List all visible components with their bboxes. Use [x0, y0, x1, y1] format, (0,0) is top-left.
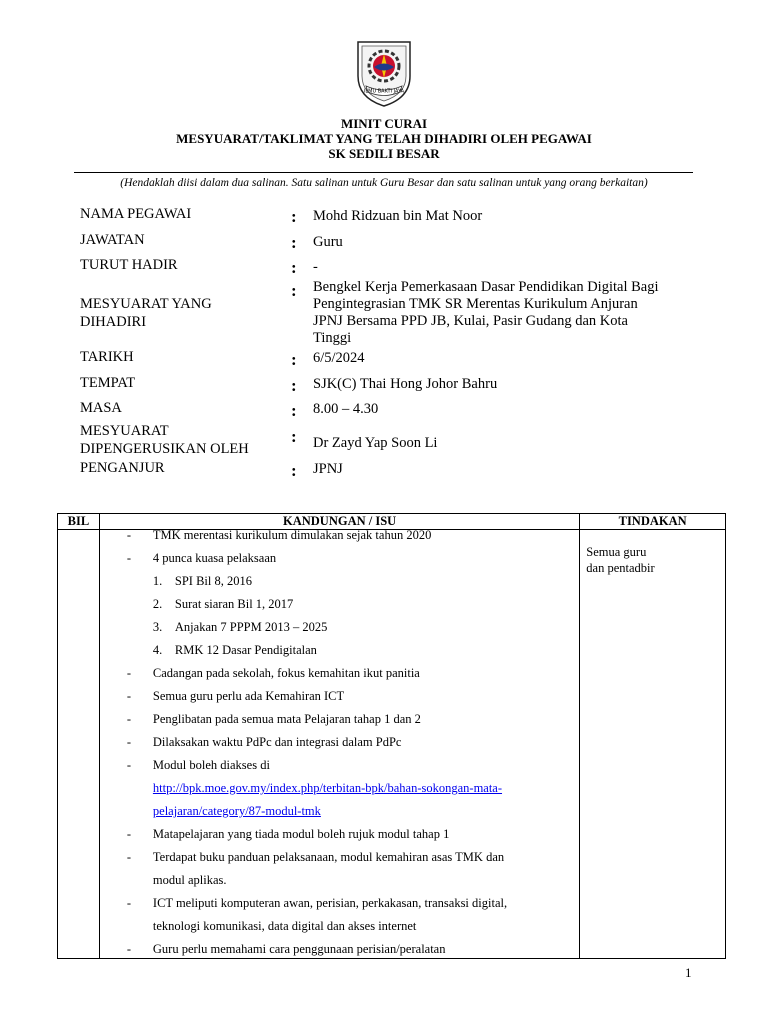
info-label: NAMA PEGAWAI	[80, 206, 192, 222]
tindakan-line: Semua guru	[586, 545, 647, 559]
bullet-dash: -	[126, 551, 132, 565]
bullet-dash: -	[126, 735, 132, 749]
info-value-tarikh: 6/5/2024	[313, 350, 365, 366]
minutes-table	[57, 513, 726, 959]
item-text: ICT meliputi komputeran awan, perisian, perkakasan, transaksi digital,	[152, 896, 508, 910]
item-text: RMK 12 Dasar Pendigitalan	[174, 643, 317, 657]
info-value-masa: 8.00 – 4.30	[313, 401, 379, 417]
item-text: Terdapat buku panduan pelaksanaan, modul kemahiran asas TMK dan	[152, 850, 505, 864]
info-colon: :	[291, 207, 297, 226]
item-text: Penglibatan pada semua mata Pelajaran tahap 1 dan 2	[152, 712, 421, 726]
column-header-bil: BIL	[58, 514, 100, 530]
info-value-tempat: SJK(C) Thai Hong Johor Bahru	[313, 376, 498, 392]
column-header-tindakan: TINDAKAN	[580, 514, 726, 530]
item-text: Matapelajaran yang tiada modul boleh rujuk modul tahap 1	[152, 827, 450, 841]
document-subtitle: MESYUARAT/TAKLIMAT YANG TELAH DIHADIRI OLEH PEGAWAI	[176, 131, 592, 146]
item-number: 3.	[152, 620, 163, 634]
tindakan-cell	[580, 530, 726, 959]
school-name: SK SEDILI BESAR	[328, 146, 440, 161]
bullet-dash: -	[126, 896, 132, 910]
item-text: modul aplikas.	[152, 873, 227, 887]
info-label: TURUT HADIR	[80, 257, 178, 273]
info-value-mesyuarat: Tinggi	[313, 330, 352, 346]
school-crest-icon	[354, 36, 414, 108]
item-text: Semua guru perlu ada Kemahiran ICT	[152, 689, 345, 703]
item-number: 1.	[152, 574, 163, 588]
info-value-penganjur: JPNJ	[313, 461, 343, 477]
tindakan-line: dan pentadbir	[586, 561, 655, 575]
bil-cell	[58, 530, 100, 959]
info-label: DIPENGERUSIKAN OLEH	[80, 441, 249, 457]
column-header-kandungan: KANDUNGAN / ISU	[99, 514, 579, 530]
module-link-text[interactable]: pelajaran/category/87-modul-tmk	[152, 804, 321, 818]
document-title: MINIT CURAI	[340, 116, 428, 131]
item-text: SPI Bil 8, 2016	[174, 574, 253, 588]
bullet-dash: -	[126, 666, 132, 680]
item-text: teknologi komunikasi, data digital dan akses internet	[152, 919, 417, 933]
info-colon: :	[291, 376, 297, 395]
instruction-note: (Hendaklah diisi dalam dua salinan. Satu salinan untuk Guru Besar dan satu salinan untuk yang orang berkaitan)	[120, 177, 648, 189]
info-value-nama: Mohd Ridzuan bin Mat Noor	[313, 208, 483, 224]
info-label: MESYUARAT	[80, 423, 169, 439]
info-value-jawatan: Guru	[313, 234, 343, 250]
item-text: Cadangan pada sekolah, fokus kemahitan ikut panitia	[152, 666, 420, 680]
info-value-mesyuarat: JPNJ Bersama PPD JB, Kulai, Pasir Gudang dan Kota	[313, 313, 628, 329]
item-text: Modul boleh diakses di	[152, 758, 270, 772]
info-colon: :	[291, 427, 297, 446]
info-colon: :	[291, 258, 297, 277]
info-value-mesyuarat: Bengkel Kerja Pemerkasaan Dasar Pendidikan Digital Bagi	[313, 279, 659, 295]
header-divider	[74, 172, 693, 173]
bullet-dash: -	[126, 712, 132, 726]
kandungan-cell	[99, 530, 579, 959]
item-number: 4.	[152, 643, 163, 657]
info-label: JAWATAN	[80, 232, 145, 248]
info-colon: :	[291, 401, 297, 420]
info-label: TARIKH	[80, 349, 134, 365]
item-text: Guru perlu memahami cara penggunaan perisian/peralatan	[152, 942, 446, 956]
info-value-turut-hadir: -	[313, 259, 318, 275]
bullet-dash: -	[126, 850, 132, 864]
item-text: TMK merentasi kurikulum dimulakan sejak tahun 2020	[152, 528, 432, 542]
info-colon: :	[291, 461, 297, 480]
info-value-mesyuarat: Pengintegrasian TMK SR Merentas Kurikulum Anjuran	[313, 296, 638, 312]
info-label: MASA	[80, 400, 122, 416]
info-colon: :	[291, 233, 297, 252]
bullet-dash: -	[126, 528, 132, 542]
page-number: 1	[685, 965, 692, 980]
item-text: Anjakan 7 PPPM 2013 – 2025	[174, 620, 328, 634]
table-row	[58, 530, 726, 959]
item-text: Surat siaran Bil 1, 2017	[174, 597, 294, 611]
crest-motto: ILMU BAKTI JAYA	[363, 88, 405, 95]
info-label: MESYUARAT YANG	[80, 296, 212, 312]
bullet-dash: -	[126, 827, 132, 841]
bullet-dash: -	[126, 758, 132, 772]
info-label: DIHADIRI	[80, 314, 147, 330]
bullet-dash: -	[126, 689, 132, 703]
bullet-dash: -	[126, 942, 132, 956]
item-text: Dilaksakan waktu PdPc dan integrasi dalam PdPc	[152, 735, 402, 749]
item-text: 4 punca kuasa pelaksaan	[152, 551, 277, 565]
info-colon: :	[291, 350, 297, 369]
info-label: TEMPAT	[80, 375, 136, 391]
info-value-pengerusi: Dr Zayd Yap Soon Li	[313, 435, 438, 451]
info-colon: :	[291, 281, 297, 300]
item-number: 2.	[152, 597, 163, 611]
info-label: PENGANJUR	[80, 460, 165, 476]
tindakan-text	[580, 530, 725, 576]
module-link-text[interactable]: http://bpk.moe.gov.my/index.php/terbitan-bpk/bahan-sokongan-mata-	[152, 781, 503, 795]
